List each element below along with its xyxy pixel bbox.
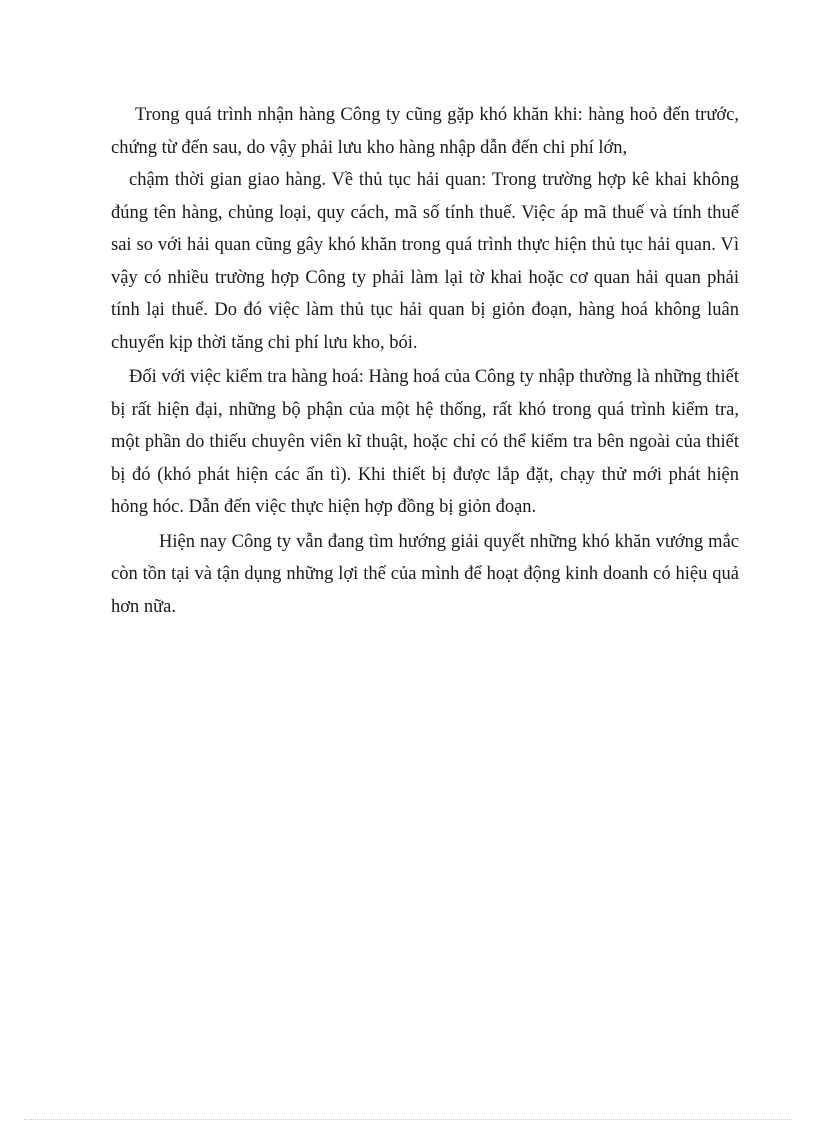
paragraph-3: Đối với việc kiểm tra hàng hoá: Hàng hoá của Công ty nhập thường là những thiết bị rất hiện đại, những bộ phận của một hệ thống, rất khó trong quá trình kiểm tra, một phần do thiếu chuyên viên kĩ thuật, hoặc chỉ có thể kiểm tra bên ngoài của thiết bị đó (khó phát hiện các ẩn tì). Khi thiết bị được lắp đặt, chạy thử mới phát hiện hỏng hóc. Dẫn đến việc thực hiện hợp đồng bị giỏn đoạn.	[111, 367, 739, 517]
paragraph-2: chậm thời gian giao hàng. Về thủ tục hải quan: Trong trường hợp kê khai không đúng tên hàng, chủng loại, quy cách, mã số tính thuế. Việc áp mã thuế và tính thuế sai so với hải quan cũng gây khó khăn trong quá trình thực hiện thủ tục hải quan. Vì vậy có nhiều trường hợp Công ty phải làm lại tờ khai hoặc cơ quan hải quan phải tính lại thuế. Do đó việc làm thủ tục hải quan bị giỏn đoạn, hàng hoá không luân chuyển kịp thời tăng chi phí lưu kho, bói.	[111, 170, 739, 353]
document-body	[111, 99, 739, 623]
paragraph-4: Hiện nay Công ty vẫn đang tìm hướng giải quyết những khó khăn vướng mắc còn tồn tại và tận dụng những lợi thế của mình để hoạt động kinh doanh có hiệu quả hơn nữa.	[111, 531, 739, 617]
page-bottom-dotted-rule	[24, 1119, 792, 1120]
paragraph-1: Trong quá trình nhận hàng Công ty cũng gặp khó khăn khi: hàng hoỏ đến trước, chứng từ đến sau, do vậy phải lưu kho hàng nhập dẫn đến chi phí lớn,	[111, 105, 739, 158]
